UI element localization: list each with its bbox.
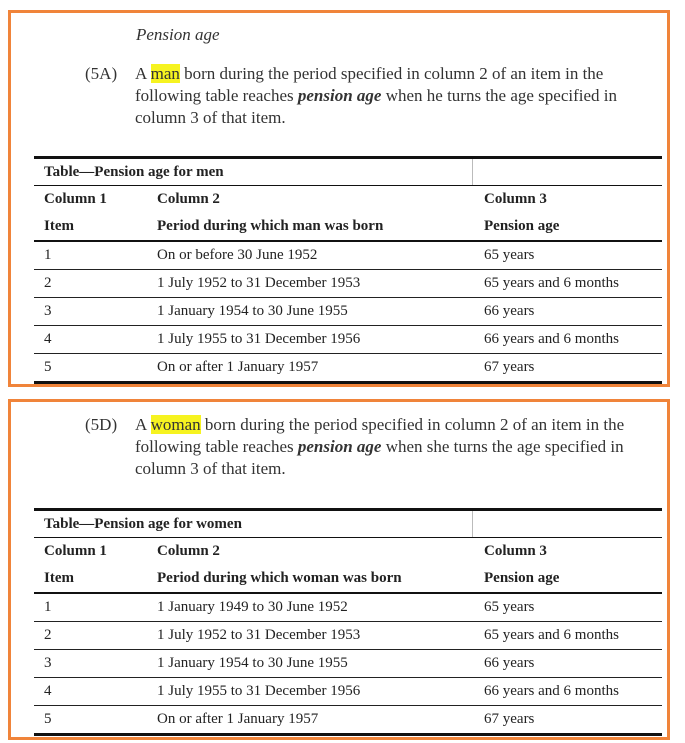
header-cell: Column 1 <box>44 543 107 559</box>
table-cell: On or before 30 June 1952 <box>157 247 318 263</box>
table-cell: 67 years <box>484 359 535 375</box>
table-row <box>34 326 662 354</box>
header-cell: Column 2 <box>157 191 220 207</box>
table-row <box>34 622 662 650</box>
table-cell: 5 <box>44 359 52 375</box>
caption-divider <box>472 159 473 185</box>
table-row <box>34 594 662 622</box>
table-cell: 4 <box>44 331 52 347</box>
table-cell: 66 years and 6 months <box>484 331 619 347</box>
header-cell: Column 1 <box>44 191 107 207</box>
men-pension-table <box>34 156 662 384</box>
header-cell: Pension age <box>484 218 560 234</box>
table-cell: 1 January 1954 to 30 June 1955 <box>157 303 348 319</box>
defined-term: pension age <box>297 437 382 456</box>
table-cell: 66 years <box>484 303 535 319</box>
men-paragraph <box>85 63 655 129</box>
header-cell: Pension age <box>484 570 560 586</box>
para-text: when she turns the age specified in column 3 of that item. <box>135 437 624 478</box>
paragraph-number: (5D) <box>85 415 118 434</box>
para-text: born during the period specified in column 2 of an item in the following table reaches <box>135 64 604 105</box>
highlighted-word: man <box>150 64 180 83</box>
table-cell: 65 years and 6 months <box>484 627 619 643</box>
header-cell: Column 3 <box>484 543 547 559</box>
para-text: A <box>135 415 151 434</box>
caption-divider <box>472 511 473 537</box>
table-cell: 66 years <box>484 655 535 671</box>
caption-text: Table—Pension age for men <box>44 164 224 180</box>
table-cell: 1 January 1949 to 30 June 1952 <box>157 599 348 615</box>
highlighted-word: woman <box>150 415 201 434</box>
header-cell: Item <box>44 570 74 586</box>
table-cell: 5 <box>44 711 52 727</box>
table-cell: 1 July 1952 to 31 December 1953 <box>157 275 361 291</box>
table-cell: 1 July 1952 to 31 December 1953 <box>157 627 361 643</box>
table-cell: On or after 1 January 1957 <box>157 711 319 727</box>
table-cell: 1 <box>44 599 52 615</box>
table-header-row <box>34 213 662 242</box>
table-row <box>34 650 662 678</box>
table-cell: 4 <box>44 683 52 699</box>
table-caption <box>34 511 662 538</box>
table-cell: 67 years <box>484 711 535 727</box>
table-row <box>34 678 662 706</box>
table-cell: 1 <box>44 247 52 263</box>
section-heading: Pension age <box>136 25 220 44</box>
para-text: when he turns the age specified in column 3 of that item. <box>135 86 618 127</box>
table-cell: 1 July 1955 to 31 December 1956 <box>157 331 361 347</box>
caption-text: Table—Pension age for women <box>44 516 242 532</box>
table-row <box>34 706 662 736</box>
table-cell: On or after 1 January 1957 <box>157 359 319 375</box>
table-cell: 3 <box>44 655 52 671</box>
table-header-row <box>34 538 662 565</box>
table-row <box>34 354 662 384</box>
header-cell: Item <box>44 218 74 234</box>
table-header-row <box>34 186 662 213</box>
table-row <box>34 242 662 270</box>
women-paragraph <box>85 414 655 480</box>
table-cell: 65 years <box>484 247 535 263</box>
para-text: A <box>135 64 151 83</box>
header-cell: Period during which man was born <box>157 218 384 234</box>
table-cell: 2 <box>44 275 52 291</box>
table-row <box>34 298 662 326</box>
table-row <box>34 270 662 298</box>
header-cell: Period during which woman was born <box>157 570 402 586</box>
women-pension-table <box>34 508 662 736</box>
header-cell: Column 2 <box>157 543 220 559</box>
para-text: born during the period specified in column 2 of an item in the following table reaches <box>135 415 625 456</box>
paragraph-body <box>135 414 655 480</box>
header-cell: Column 3 <box>484 191 547 207</box>
table-cell: 2 <box>44 627 52 643</box>
table-cell: 65 years <box>484 599 535 615</box>
men-section <box>8 10 670 387</box>
women-section <box>8 399 670 740</box>
table-cell: 1 July 1955 to 31 December 1956 <box>157 683 361 699</box>
table-cell: 3 <box>44 303 52 319</box>
table-cell: 66 years and 6 months <box>484 683 619 699</box>
paragraph-number: (5A) <box>85 64 118 83</box>
defined-term: pension age <box>297 86 382 105</box>
table-header-row <box>34 565 662 594</box>
paragraph-body <box>135 63 655 129</box>
table-cell: 1 January 1954 to 30 June 1955 <box>157 655 348 671</box>
table-cell: 65 years and 6 months <box>484 275 619 291</box>
table-caption <box>34 159 662 186</box>
